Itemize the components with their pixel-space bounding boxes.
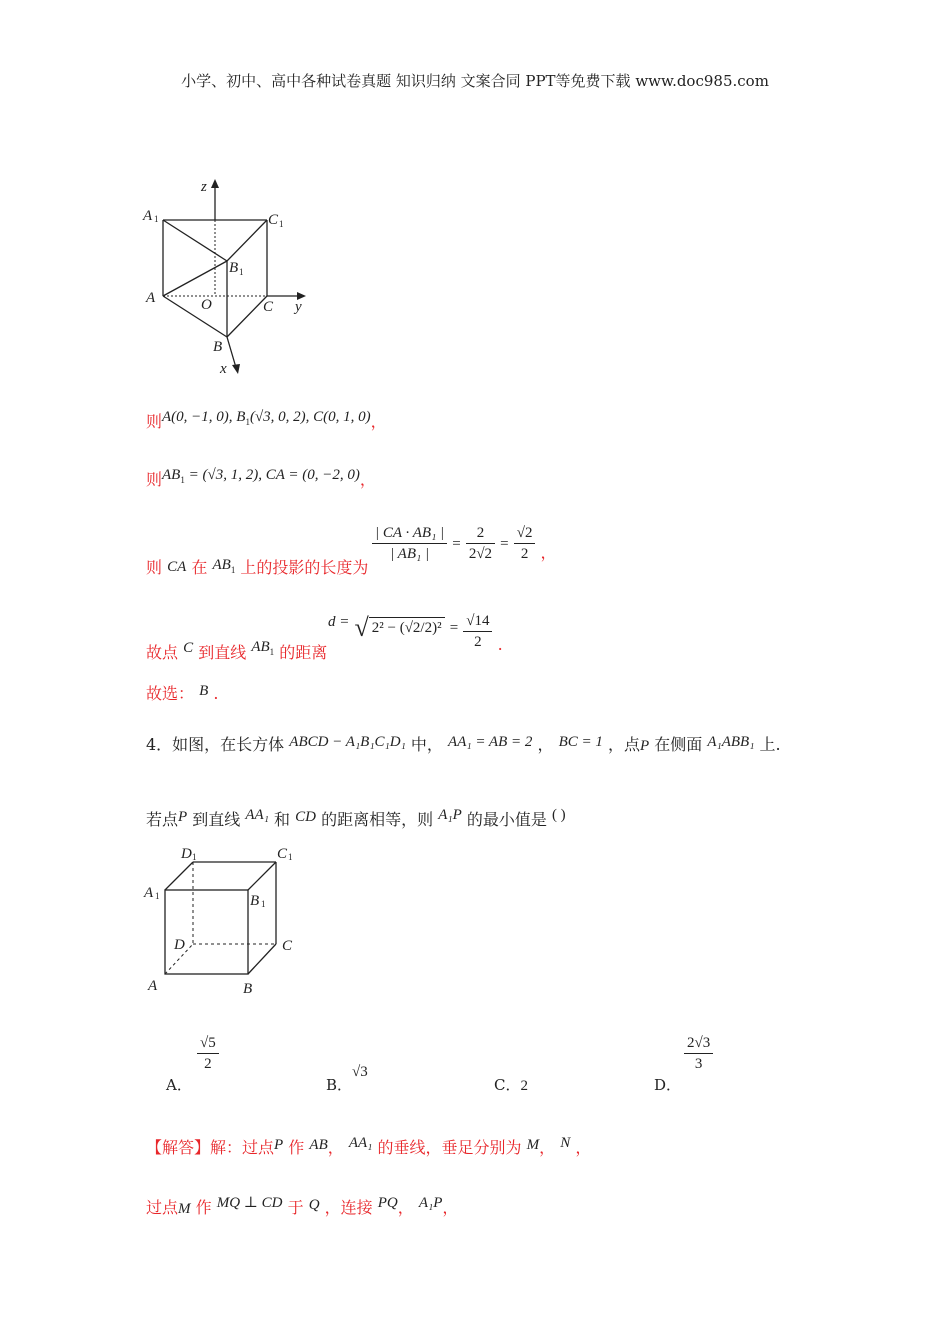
option-A-value: $\frac{√5}{2}$: [197, 1033, 219, 1074]
label-C1: C: [277, 846, 288, 862]
q4-line1: 4．如图，在长方体 ABCD − A₁B₁C₁D₁ 中， AA₁ = AB = 2 ， BC = 1 ，点P 在侧面 A₁ABB₁ 上.: [146, 734, 781, 754]
svg-text:1: 1: [279, 219, 284, 229]
label-C1: C: [268, 212, 279, 228]
svg-text:1: 1: [192, 852, 197, 862]
label-A1: A: [144, 885, 154, 901]
label-D1: D: [181, 846, 192, 862]
option-B[interactable]: B．√3: [326, 1064, 368, 1094]
label-B: B: [213, 339, 223, 355]
label-D: D: [174, 937, 185, 953]
q4-line2: 若点P 到直线 AA₁ 和 CD 的距离相等，则 A₁P 的最小值是 ( ): [146, 807, 566, 829]
svg-text:1: 1: [239, 267, 244, 277]
sol1-line4-formula: d = √ 2² − (√2/2)² = $\frac{√14}{2}$ .: [328, 613, 503, 654]
label-A: A: [148, 978, 158, 994]
sol2-line2: 过点M 作 MQ ⊥ CD 于 Q ，连接 PQ， A₁P，: [146, 1195, 459, 1217]
option-D-value: $\frac{2√3}{3}$: [684, 1033, 713, 1074]
axis-x-label: x: [220, 361, 227, 377]
svg-text:1: 1: [261, 899, 266, 909]
label-B1: B: [250, 893, 260, 909]
option-A[interactable]: A．: [166, 1076, 192, 1094]
label-A: A: [146, 290, 156, 306]
page-header: 小学、初中、高中各种试卷真题 知识归纳 文案合同 PPT等免费下载 www.doc985.com: [181, 72, 769, 90]
svg-text:1: 1: [155, 891, 160, 901]
label-B: B: [243, 981, 253, 997]
label-A1: A: [143, 208, 153, 224]
sol1-line2: 则$AB_1 = (√3$, 1, 2), CA = (0, −2, 0)，: [146, 467, 376, 489]
svg-text:1: 1: [288, 852, 293, 862]
sol1-line1: 则A(0, −1, 0), $B_1(√3$, 0, 2), C(0, 1, 0)，: [146, 409, 387, 431]
sol1-line4: 故点 C 到直线 $AB_1$ 的距离: [146, 639, 328, 662]
label-C: C: [282, 938, 293, 954]
option-D[interactable]: D．: [654, 1076, 682, 1094]
figure-cuboid: [140, 840, 310, 1000]
sol1-line3: 则 CA 在 $AB_1$ 上的投影的长度为: [146, 557, 369, 577]
label-C: C: [263, 299, 274, 315]
axis-z-label: z: [201, 179, 207, 195]
sol1-line5: 故选： B .: [146, 683, 219, 703]
svg-text:1: 1: [154, 214, 159, 224]
axis-y-label: y: [295, 299, 302, 315]
label-O: O: [201, 297, 212, 313]
figure-prism-axes: [140, 175, 320, 380]
sol2-line1: 【解答】解：过点P 作 AB， AA₁ 的垂线，垂足分别为 M， N ，: [146, 1135, 592, 1157]
option-C[interactable]: C．2: [494, 1076, 528, 1094]
label-B1: B: [229, 260, 239, 276]
sol1-line3-formula: $\frac{\text{| CA · AB₁ |}}{\text{| AB₁ |}}$ = $\frac{2}{2√2}$ = $\frac{√2}{2}$ ，: [372, 523, 557, 564]
